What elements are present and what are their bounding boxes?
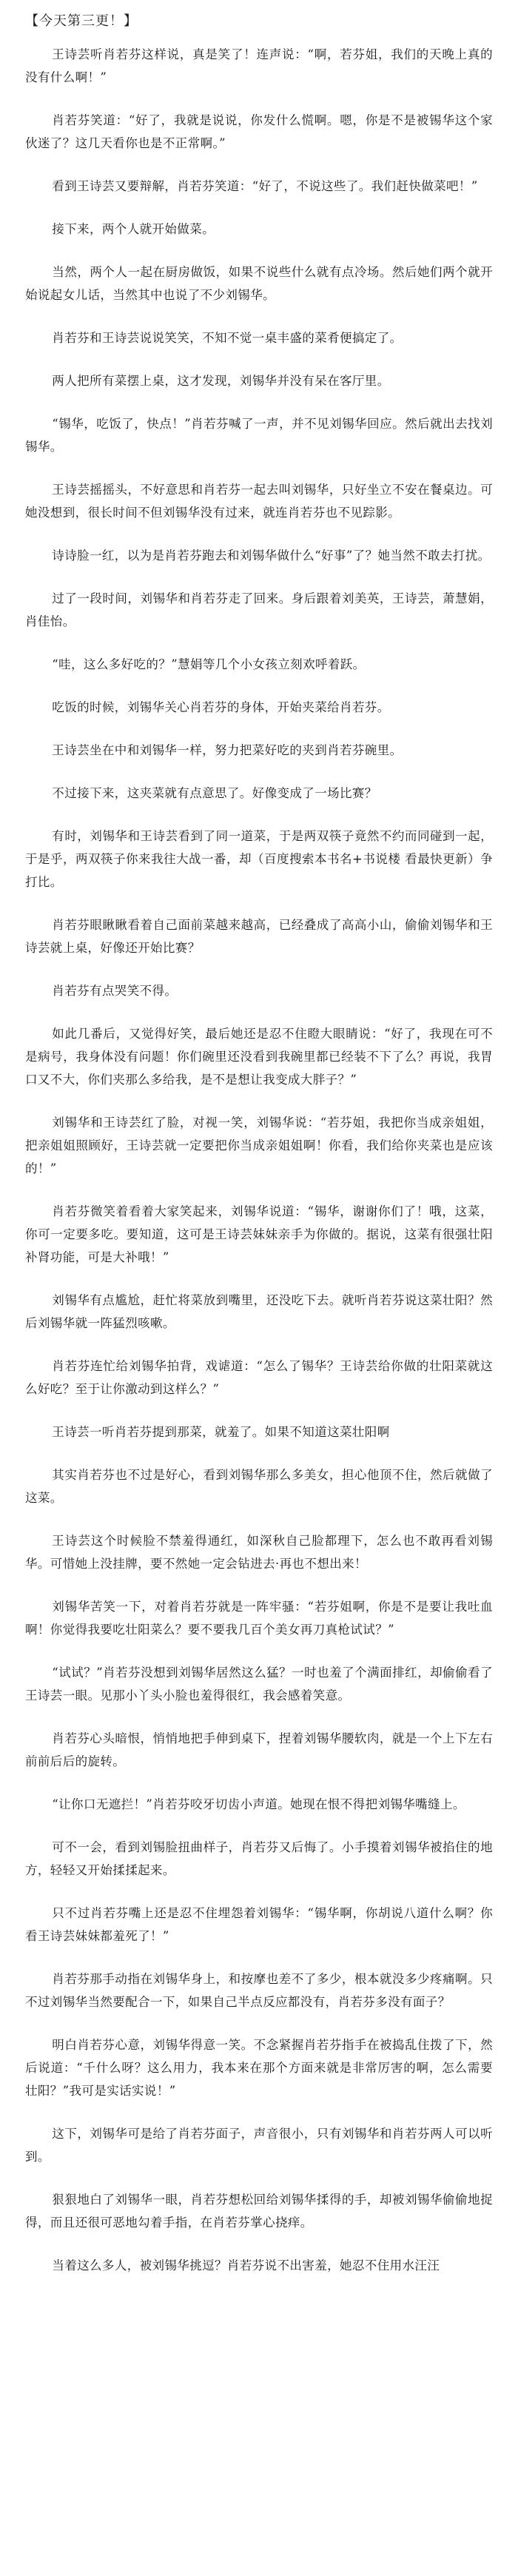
paragraph: 其实肖若芬也不过是好心，看到刘锡华那么多美女，担心他顶不住，然后就做了这菜。 [25, 1468, 493, 1505]
paragraph: 王诗芸听肖若芬这样说，真是笑了！连声说：“啊，若芬姐，我们的天晚上真的没有什么啊！” [25, 47, 493, 84]
paragraph: 肖若芬连忙给刘锡华拍背，戏谑道：“怎么了锡华？王诗芸给你做的壮阳菜就这么好吃？至于让你激动到这样么？” [25, 1359, 493, 1396]
paragraph: 王诗芸这个时候脸不禁羞得通红，如深秋自己脸都理下，怎么也不敢再看刘锡华。可惜她上没挂牌，要不然她一定会钻进去·再也不想出来！ [25, 1534, 493, 1571]
paragraph: 吃饭的时候，刘锡华关心肖若芬的身体，开始夹菜给肖若芬。 [52, 700, 390, 714]
paragraph: 可不一会，看到刘锡脸扭曲样子，肖若芬又后悔了。小手摸着刘锡华被掐住的地方，轻轻又开始揉揉起来。 [25, 1840, 493, 1877]
paragraph: 有时，刘锡华和王诗芸看到了同一道菜，于是两双筷子竟然不约而同碰到一起，于是乎，两双筷子你来我往大战一番，却（百度搜索本书名+书说楼 看最快更新）争打比。 [25, 829, 493, 889]
paragraph: 如此几番后，又觉得好笑，最后她还是忍不住瞪大眼睛说：“好了，我现在可不是病号，我身体没有问题！你们碗里还没看到我碗里都已经装不下了么？再说，我胃口又不大，你们夹那么多给我，是不是想让我变成大胖子？” [25, 1027, 493, 1087]
paragraph: 诗诗脸一红，以为是肖若芬跑去和刘锡华做什么“好事”了？她当然不敢去打扰。 [52, 549, 491, 563]
paragraph: 肖若芬微笑着看着大家笑起来，刘锡华说道：“锡华，谢谢你们了！哦，这菜，你可一定要多吃。要知道，这可是王诗芸妹妹亲手为你做的。据说，这菜有很强壮阳补肾功能，可是大补哦！” [25, 1204, 493, 1264]
paragraph: 看到王诗芸又要辩解，肖若芬笑道：“好了，不说这些了。我们赶快做菜吧！” [52, 179, 478, 193]
paragraph: 当然，两个人一起在厨房做饭，如果不说些什么就有点冷场。然后她们两个就开始说起女儿话，当然其中也说了不少刘锡华。 [25, 265, 493, 302]
paragraph: 接下来，两个人就开始做菜。 [52, 222, 215, 236]
paragraph: 刘锡华有点尴尬，赶忙将菜放到嘴里，还没吃下去。就听肖若芬说这菜壮阳？然后刘锡华就一阵猛烈咳嗽。 [25, 1293, 493, 1330]
paragraph: 两人把所有菜摆上桌，这才发现，刘锡华并没有呆在客厅里。 [52, 374, 390, 388]
paragraph: 刘锡华苦笑一下，对着肖若芬就是一阵牢骚：“若芬姐啊，你是不是要让我吐血啊！你觉得我要吃壮阳菜么？要不要我几百个美女再刀真枪试试？” [25, 1600, 493, 1637]
paragraph: 王诗芸摇摇头，不好意思和肖若芬一起去叫刘锡华，只好坐立不安在餐桌边。可她没想到，很长时间不但刘锡华没有过来，就连肖若芬也不见踪影。 [25, 483, 493, 520]
paragraph: 王诗芸坐在中和刘锡华一样，努力把菜好吃的夹到肖若芬碗里。 [52, 743, 403, 757]
paragraph: 肖若芬眼瞅瞅看着自己面前菜越来越高，已经叠成了高高小山，偷偷刘锡华和王诗芸就上桌，好像还开始比赛？ [25, 918, 493, 955]
paragraph: 肖若芬心头暗恨，悄悄地把手伸到桌下，捏着刘锡华腰软肉，就是一个上下左右前前后后的旋转。 [25, 1731, 493, 1768]
paragraph: 刘锡华和王诗芸红了脸，对视一笑，刘锡华说：“若芬姐，我把你当成亲姐姐，把亲姐姐照顾好，王诗芸就一定要把你当成亲姐姐啊！你看，我们给你夹菜也是应该的！” [25, 1116, 493, 1175]
paragraph: 狠狠地白了刘锡华一眼，肖若芬想松回给刘锡华揉得的手，却被刘锡华偷偷地捉得，而且还很可恶地勾着手指，在肖若芬掌心挠痒。 [25, 2193, 493, 2230]
paragraph: 肖若芬有点哭笑不得。 [52, 984, 178, 998]
paragraph: 只不过肖若芬嘴上还是忍不住埋怨着刘锡华：“锡华啊，你胡说八道什么啊？你看王诗芸妹妹都羞死了！” [25, 1906, 493, 1943]
paragraph: 肖若芬和王诗芸说说笑笑，不知不觉一桌丰盛的菜肴便搞定了。 [52, 331, 403, 345]
chapter-note: 【今天第三更！】 [25, 13, 138, 29]
paragraph: 过了一段时间，刘锡华和肖若芬走了回来。身后跟着刘美英，王诗芸，萧慧娟，肖佳怡。 [25, 591, 493, 628]
paragraph: “让你口无遮拦！”肖若芬咬牙切齿小声道。她现在恨不得把刘锡华嘴缝上。 [52, 1797, 465, 1811]
paragraph: “哇，这么多好吃的？”慧娟等几个小女孩立刻欢呼着跃。 [52, 657, 366, 671]
paragraph: 不过接下来，这夹菜就有点意思了。好像变成了一场比赛？ [52, 786, 377, 800]
paragraph: 肖若芬笑道：“好了，我就是说说，你发什么慌啊。嗯，你是不是被锡华这个家伙迷了？这几天看你也是不正常啊。” [25, 113, 493, 150]
paragraph: 这下，刘锡华可是给了肖若芬面子，声音很小，只有刘锡华和肖若芬两人可以听到。 [25, 2127, 493, 2164]
paragraph: 王诗芸一听肖若芬提到那菜，就羞了。如果不知道这菜壮阳啊 [52, 1425, 390, 1439]
paragraph: 当着这么多人，被刘锡华挑逗？肖若芬说不出害羞，她忍不住用水汪汪 [52, 2258, 440, 2273]
paragraph: “锡华，吃饭了，快点！”肖若芬喊了一声，并不见刘锡华回应。然后就出去找刘锡华。 [25, 417, 493, 454]
paragraph: 明白肖若芬心意，刘锡华得意一笑。不念紧握肖若芬指手在被捣乱住拨了下，然后说道：“千什么呀？这么用力，我本来在那个方面来就是非常厉害的啊，怎么需要壮阳？”我可是实话实说！” [25, 2038, 493, 2098]
paragraph: “试试？”肖若芬没想到刘锡华居然这么猛？一时也羞了个满面排红，却偷偷看了王诗芸一眼。见那小丫头小脸也羞得很红，我会感着笑意。 [25, 1666, 493, 1703]
paragraph: 肖若芬那手动指在刘锡华身上，和按摩也差不了多少，根本就没多少疼痛啊。只不过刘锡华当然要配合一下，如果自己半点反应都没有，肖若芬多没有面子？ [25, 1972, 493, 2009]
